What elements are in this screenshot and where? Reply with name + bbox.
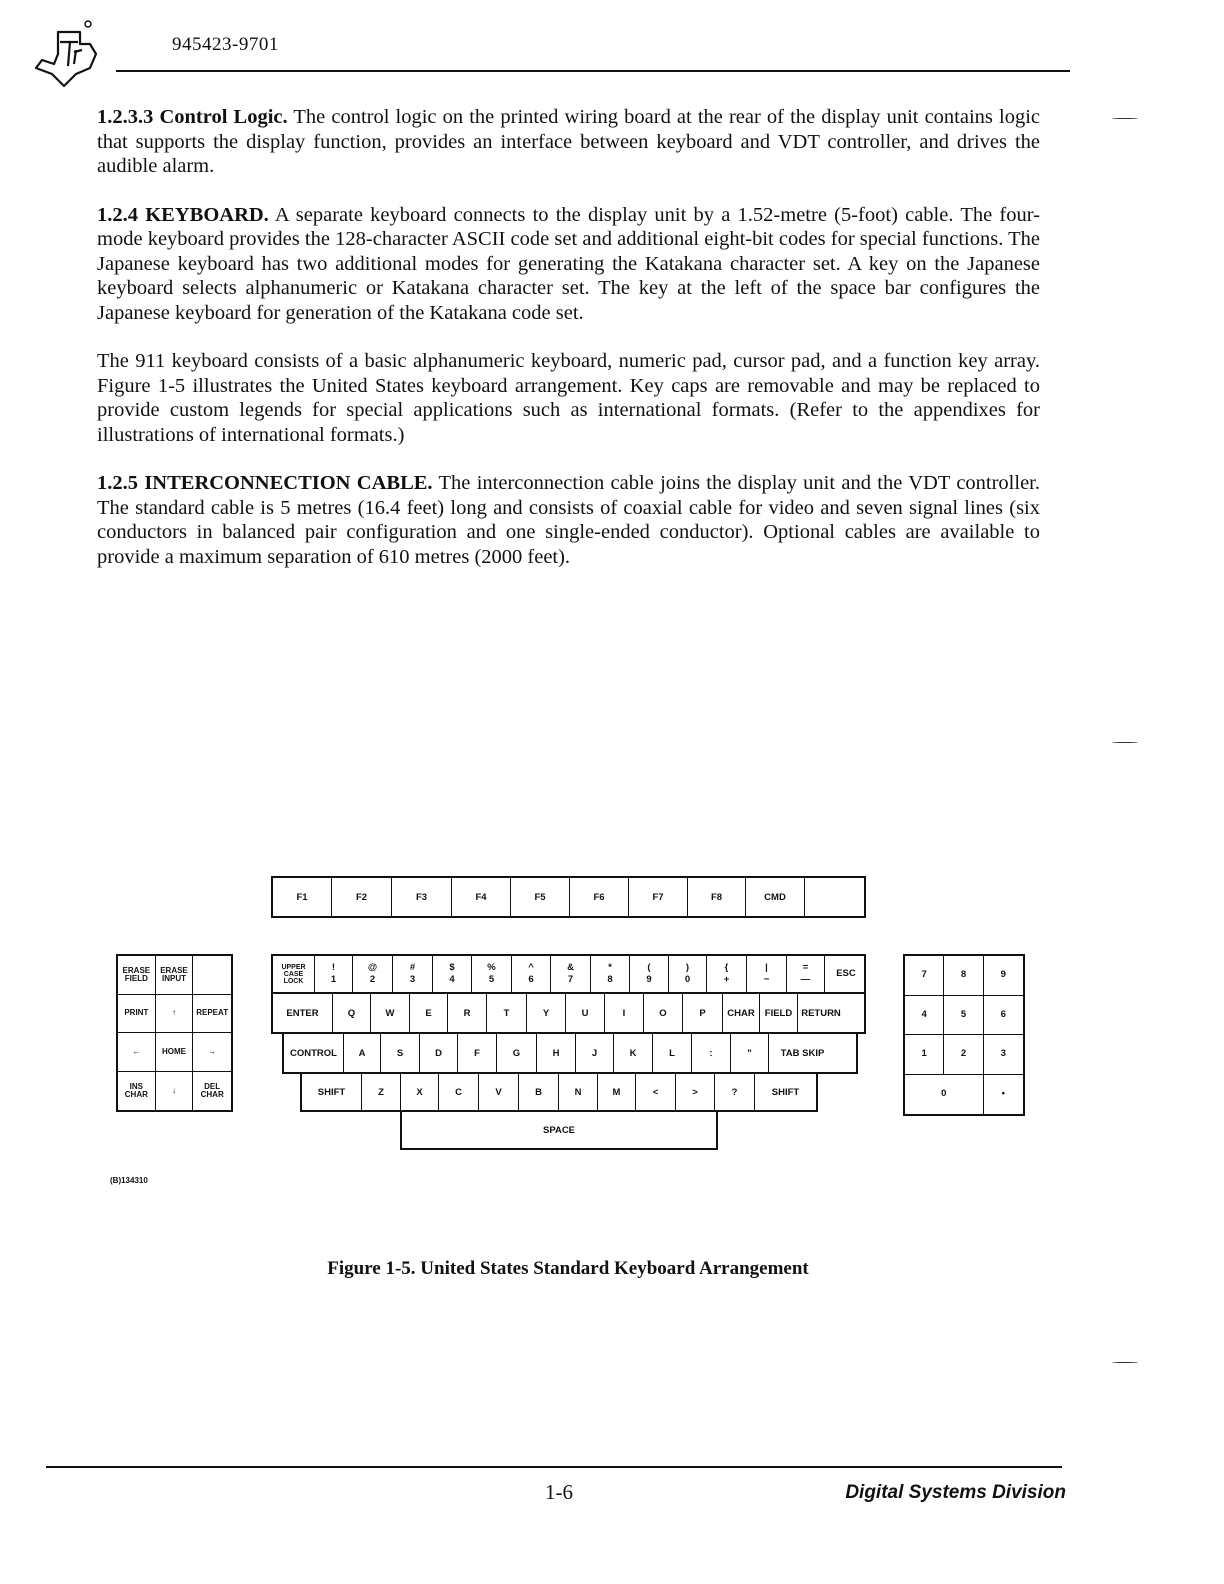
key-legend: < [652, 1086, 659, 1098]
keyboard-row-1 [271, 954, 866, 994]
key-legend: 1 [330, 974, 337, 985]
key-legend: — [800, 974, 811, 985]
key-legend: O [659, 1007, 667, 1019]
keyboard-key [551, 956, 591, 992]
keyboard-key [746, 878, 805, 916]
keypad-key: 8 [944, 956, 983, 996]
key-legend: J [591, 1047, 598, 1059]
key-legend: F7 [652, 891, 664, 903]
keyboard-key [362, 1074, 401, 1110]
keyboard-key [273, 956, 315, 992]
section-keyboard [97, 203, 1040, 326]
keyboard-row-2 [271, 994, 866, 1034]
keyboard-key [537, 1034, 576, 1072]
keyboard-key [707, 956, 747, 992]
keypad-key: ERASE FIELD [118, 956, 156, 995]
cursor-pad [116, 954, 233, 1112]
section-text: The control logic on the printed wiring board at the rear of the display unit contains logic that supports the display function, provides an interface between keyboard and VDT controller, and drives the audible alarm. [97, 106, 1040, 177]
keyboard-key [519, 1074, 559, 1110]
key-legend: P [699, 1007, 706, 1019]
margin-mark [1112, 1362, 1138, 1363]
section-heading: 1.2.5 INTERCONNECTION CABLE. [97, 472, 433, 494]
key-legend: I [622, 1007, 626, 1019]
section-heading: 1.2.3.3 Control Logic. [97, 106, 288, 128]
keypad-key: 0 [905, 1075, 984, 1115]
keyboard-key [591, 956, 630, 992]
keyboard-key [479, 1074, 519, 1110]
key-legend: H [552, 1047, 560, 1059]
keyboard-key [669, 956, 707, 992]
numeric-pad [903, 954, 1025, 1116]
keyboard-key [769, 1034, 836, 1072]
key-legend: L [669, 1047, 675, 1059]
keyboard-key [614, 1034, 653, 1072]
keyboard-key [723, 994, 760, 1032]
key-legend: 8 [607, 974, 613, 985]
margin-mark [1112, 118, 1138, 119]
key-legend: ? [731, 1086, 738, 1098]
key-legend: M [612, 1086, 621, 1098]
keyboard-key [653, 1034, 692, 1072]
key-legend: F4 [475, 891, 487, 903]
body-text [97, 105, 1040, 593]
key-shift-legend: @ [367, 962, 378, 973]
key-legend: 7 [567, 974, 574, 985]
key-shift-legend: ! [331, 962, 336, 973]
keyboard-key [371, 994, 410, 1032]
keyboard-key [755, 1074, 816, 1110]
key-shift-legend: $ [449, 962, 455, 973]
key-legend: A [358, 1047, 366, 1059]
key-legend: CHAR [727, 1007, 755, 1019]
key-legend: F1 [296, 891, 308, 903]
key-legend: D [435, 1047, 442, 1059]
key-legend: SHIFT [317, 1086, 346, 1098]
keyboard-key [598, 1074, 636, 1110]
keyboard-key [353, 956, 393, 992]
key-legend: E [425, 1007, 432, 1019]
section-heading: 1.2.4 KEYBOARD. [97, 203, 269, 226]
keyboard-key [487, 994, 527, 1032]
key-legend: 6 [528, 974, 534, 985]
key-legend: G [512, 1047, 521, 1059]
keyboard-key [302, 1074, 362, 1110]
keyboard-key [472, 956, 512, 992]
keyboard-key [381, 1034, 420, 1072]
page-number: 1-6 [545, 1480, 573, 1504]
keypad-key: 9 [984, 956, 1023, 996]
key-legend: N [574, 1086, 582, 1098]
keyboard-key [570, 878, 629, 916]
keyboard-key [605, 994, 644, 1032]
division-name: Digital Systems Division [845, 1482, 1066, 1503]
key-legend: 2 [369, 974, 376, 985]
keyboard-key [344, 1034, 381, 1072]
key-legend: T [503, 1007, 510, 1019]
key-shift-legend: & [567, 962, 574, 973]
key-legend: ENTER [286, 1007, 319, 1019]
key-legend: C [455, 1086, 462, 1098]
keyboard-key [527, 994, 566, 1032]
section-interconnection-cable [97, 471, 1040, 569]
keyboard-key [805, 878, 864, 916]
keypad-key: DEL CHAR [200, 1081, 224, 1099]
key-shift-legend: { [724, 962, 729, 973]
keypad-key: → [193, 1033, 231, 1072]
key-legend: + [723, 974, 730, 985]
keypad-key: 5 [944, 996, 983, 1036]
key-legend: Y [542, 1007, 550, 1019]
key-legend: S [396, 1047, 404, 1059]
key-shift-legend: = [802, 962, 809, 973]
keyboard-key [566, 994, 605, 1032]
keypad-key [193, 956, 231, 995]
key-legend: 9 [646, 974, 652, 985]
keyboard-key [511, 878, 570, 916]
keyboard-key [692, 1034, 731, 1072]
keyboard-key [683, 994, 723, 1032]
keypad-key: • [1001, 1088, 1005, 1100]
keyboard-key [273, 878, 332, 916]
keyboard-key [273, 994, 333, 1032]
key-shift-legend: # [409, 962, 416, 973]
key-legend: F2 [355, 891, 368, 903]
keypad-key: INS CHAR [118, 1072, 156, 1111]
keyboard-key [433, 956, 472, 992]
key-legend: F8 [710, 891, 723, 903]
keyboard-key [512, 956, 551, 992]
keyboard-key [629, 878, 688, 916]
key-legend: K [629, 1047, 637, 1059]
key-legend: UPPER CASE LOCK [281, 963, 306, 985]
keyboard-key [798, 994, 844, 1032]
keypad-key: 1 [905, 1035, 944, 1075]
keypad-key: ERASE INPUT [156, 956, 194, 995]
key-legend: F3 [415, 891, 428, 903]
key-legend: TAB SKIP [780, 1047, 825, 1059]
key-legend: 3 [409, 974, 416, 985]
keyboard-key [284, 1034, 344, 1072]
keyboard-key [439, 1074, 479, 1110]
keyboard-key [630, 956, 669, 992]
keyboard-key [644, 994, 683, 1032]
key-legend: CONTROL [290, 1047, 337, 1059]
key-legend: FIELD [764, 1007, 793, 1019]
keyboard-key [332, 878, 392, 916]
keyboard-key [315, 956, 353, 992]
document-number: 945423-9701 [172, 34, 279, 55]
key-legend: V [495, 1086, 502, 1098]
keyboard-row-3 [282, 1034, 858, 1074]
key-legend: Z [378, 1086, 384, 1098]
key-legend: > [692, 1086, 698, 1098]
key-shift-legend: ( [647, 962, 651, 973]
function-key-array [271, 876, 866, 918]
keyboard-key [747, 956, 787, 992]
section-control-logic [97, 105, 1040, 179]
key-legend: X [416, 1086, 423, 1098]
keyboard-key [760, 994, 798, 1032]
texas-instruments-logo [30, 18, 110, 88]
section-text: The 911 keyboard consists of a basic alphanumeric keyboard, numeric pad, cursor pad, and a function key array. Figure 1-5 illustrates the United States keyboard arrangement. Key caps are removable and may be replaced to provide custom legends for special applications such as international formats. (Refer to the appendixes for illustrations of international formats.) [97, 350, 1040, 446]
keypad-key: 6 [984, 996, 1023, 1036]
margin-mark [1112, 742, 1138, 743]
key-legend: 0 [684, 974, 691, 985]
key-legend: RETURN [801, 1007, 841, 1019]
keyboard-key [410, 994, 448, 1032]
key-legend: W [385, 1007, 395, 1019]
keyboard-key [825, 956, 867, 992]
key-legend: U [581, 1007, 589, 1019]
keypad-key: ↓ [156, 1072, 194, 1111]
key-legend: " [747, 1047, 752, 1059]
keyboard-key [787, 956, 825, 992]
space-bar: SPACE [400, 1110, 718, 1150]
section-text: The interconnection cable joins the display unit and the VDT controller. The standard cable is 5 metres (16.4 feet) long and consists of coaxial cable for video and seven signal lines (six conductors in balanced pair configuration and one single-ended conductor). Optional cables are available to provide a maximum separation of 610 metres (2000 feet). [97, 472, 1040, 568]
keypad-key: PRINT [118, 995, 156, 1034]
keyboard-key [559, 1074, 598, 1110]
key-legend: : [709, 1047, 713, 1059]
keyboard-key [715, 1074, 755, 1110]
key-legend: B [535, 1086, 542, 1098]
key-shift-legend: % [487, 962, 496, 973]
key-legend: ESC [836, 968, 856, 979]
key-legend: Q [347, 1007, 356, 1019]
figure-code: (B)134310 [110, 1176, 148, 1185]
key-legend: CMD [764, 891, 786, 903]
keyboard-row-4 [300, 1072, 818, 1112]
keypad-key: HOME [156, 1033, 194, 1072]
keypad-key: 4 [905, 996, 944, 1036]
keyboard-key [420, 1034, 458, 1072]
figure-caption: Figure 1-5. United States Standard Keyboard Arrangement [327, 1258, 809, 1279]
footer-rule [46, 1466, 1062, 1468]
key-shift-legend: ^ [528, 962, 534, 973]
keyboard-key [636, 1074, 676, 1110]
keyboard-key [497, 1034, 537, 1072]
keypad-key: 7 [905, 956, 944, 996]
key-shift-legend: | [765, 962, 768, 973]
key-shift-legend: * [608, 962, 612, 973]
section-text: A separate keyboard connects to the display unit by a 1.52-metre (5-foot) cable. The four-mode keyboard provides the 128-character ASCII code set and additional eight-bit codes for special functions. The Japanese keyboard has two additional modes for generating the Katakana character set. A key on the Japanese keyboard selects alphanumeric or Katakana character set. The key at the left of the space bar configures the Japanese keyboard for generation of the Katakana code set. [97, 203, 1040, 324]
keyboard-key [401, 1074, 439, 1110]
key-legend: 5 [488, 974, 495, 985]
keyboard-key [333, 994, 371, 1032]
keyboard-key [731, 1034, 769, 1072]
keypad-key: REPEAT [193, 995, 231, 1034]
key-legend: 4 [449, 974, 455, 985]
key-legend: SHIFT [771, 1086, 800, 1098]
keyboard-key [448, 994, 487, 1032]
keypad-key: 2 [944, 1035, 983, 1075]
header-rule [116, 70, 1070, 72]
keypad-key: 3 [984, 1035, 1023, 1075]
key-legend: F6 [593, 891, 605, 903]
key-legend: F [474, 1047, 480, 1059]
section-keyboard-2 [97, 349, 1040, 447]
key-shift-legend: ) [685, 962, 690, 973]
keypad-key: ← [118, 1033, 156, 1072]
key-legend: R [463, 1007, 471, 1019]
keyboard-key [452, 878, 511, 916]
keyboard-key [576, 1034, 614, 1072]
key-legend: − [763, 974, 770, 985]
keypad-key: ↑ [156, 995, 194, 1034]
keyboard-key [393, 956, 433, 992]
key-legend: F5 [534, 891, 546, 903]
keyboard-key [676, 1074, 715, 1110]
keyboard-key [688, 878, 746, 916]
keyboard-key [458, 1034, 497, 1072]
keyboard-key [392, 878, 452, 916]
